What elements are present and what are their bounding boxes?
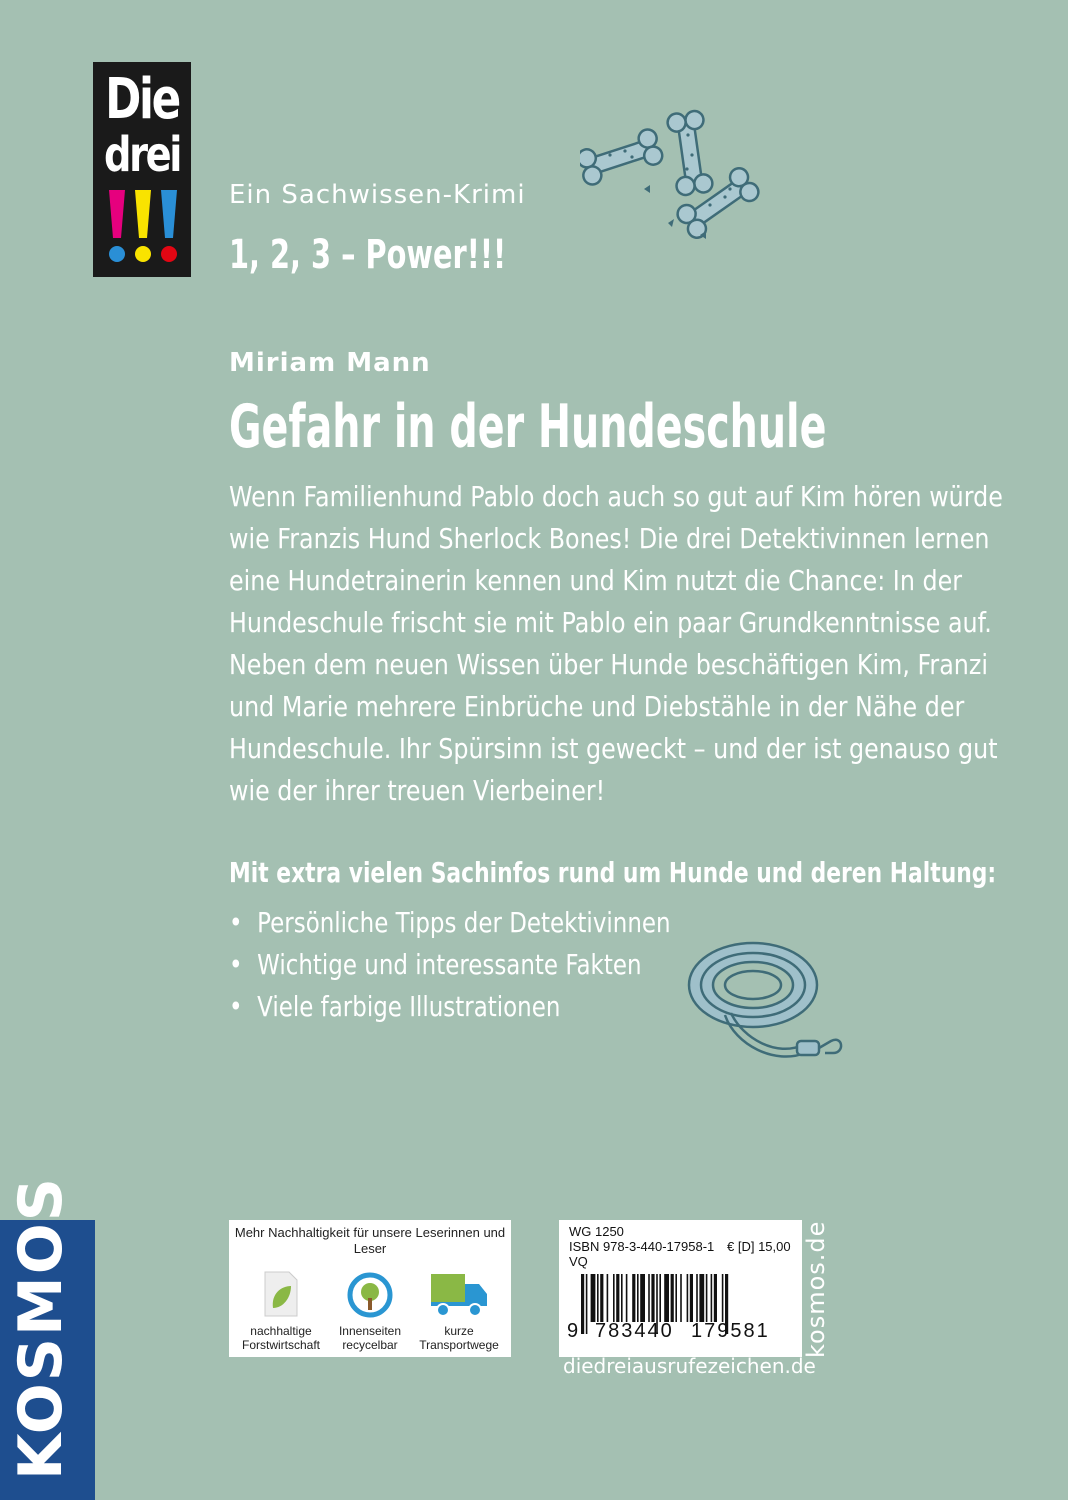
barcode-bar — [613, 1274, 615, 1322]
label-line: Innenseiten — [338, 1324, 402, 1338]
publisher-logo: KOSMOS — [6, 1176, 76, 1480]
blurb-line: Hundeschule frischt sie mit Pablo ein paar Grundkenntnisse auf. — [229, 606, 992, 639]
barcode-bar — [600, 1274, 603, 1322]
price: € [D] 15,00 — [727, 1239, 791, 1254]
blurb-line: Neben dem neuen Wissen über Hunde beschäftigen Kim, Franzi — [229, 648, 988, 681]
logo-die-text: Die — [105, 67, 179, 132]
series-subtitle: 1, 2, 3 – Power!!! — [229, 232, 507, 278]
vq-code: VQ — [569, 1254, 588, 1269]
exclamation-marks-icon — [103, 190, 183, 270]
blurb-line: eine Hundetrainerin kennen und Kim nutzt die Chance: In der — [229, 564, 963, 597]
feature-item: • Persönliche Tipps der Detektivinnen — [229, 906, 671, 939]
leaf-icon — [263, 1270, 299, 1318]
barcode-bar — [632, 1274, 635, 1322]
die-drei-logo — [93, 62, 191, 277]
barcode-bar — [664, 1274, 669, 1322]
feature-item-text: Viele farbige Illustrationen — [257, 990, 561, 1023]
logo-drei-text: drei — [103, 127, 181, 183]
barcode-bar — [637, 1274, 639, 1322]
feature-item: • Viele farbige Illustrationen — [229, 990, 561, 1023]
recycle-tree-icon — [345, 1272, 395, 1318]
barcode-bar — [714, 1274, 717, 1322]
barcode-bar — [706, 1274, 708, 1322]
extra-info-heading: Mit extra vielen Sachinfos rund um Hunde und deren Haltung: — [229, 856, 997, 889]
blurb-text — [229, 476, 1003, 812]
barcode-bar — [671, 1274, 674, 1322]
dog-bones-illustration — [580, 105, 760, 245]
label-line: nachhaltige — [250, 1324, 312, 1338]
dog-leash-illustration — [685, 935, 850, 1080]
feature-item-text: Persönliche Tipps der Detektivinnen — [257, 906, 671, 939]
blurb-line: wie der ihrer treuen Vierbeiner! — [229, 774, 606, 807]
barcode-bar — [680, 1274, 682, 1322]
truck-icon — [429, 1272, 489, 1318]
barcode-bar — [648, 1274, 650, 1322]
blurb-line: Wenn Familienhund Pablo doch auch so gut auf Kim hören würde — [229, 480, 1003, 513]
blurb-line: wie Franzis Hund Sherlock Bones! Die drei Detektivinnen lernen — [229, 522, 990, 555]
kosmos-website[interactable]: kosmos.de — [802, 1220, 830, 1358]
barcode-bar — [591, 1274, 596, 1322]
barcode-bar — [616, 1274, 619, 1322]
sustainability-title: Mehr Nachhaltigkeit für unsere Leserinnen und Leser — [234, 1225, 506, 1256]
series-website[interactable]: diedreiausrufezeichen.de — [563, 1354, 816, 1378]
barcode-bar — [640, 1274, 645, 1322]
barcode-digits-left: 783440 — [595, 1320, 674, 1342]
sustainability-label — [321, 1324, 419, 1352]
barcode-bar — [711, 1274, 713, 1322]
blurb-line: und Marie mehrere Einbrüche und Diebstähle in der Nähe der — [229, 690, 965, 723]
author-name: Miriam Mann — [229, 348, 431, 378]
barcode-bar — [722, 1274, 724, 1322]
label-line: kurze — [444, 1324, 474, 1338]
barcode-bar — [699, 1274, 704, 1322]
sustainability-box — [229, 1220, 511, 1357]
barcode-bar — [581, 1274, 584, 1334]
barcode-bar — [696, 1274, 698, 1322]
sustainability-label — [409, 1324, 509, 1352]
barcode-digit-first: 9 — [567, 1320, 579, 1342]
label-line: recycelbar — [342, 1338, 398, 1352]
barcode-bar — [621, 1274, 623, 1322]
barcode-bar — [586, 1274, 588, 1334]
barcode-digits-right: 179581 — [691, 1320, 770, 1342]
book-title: Gefahr in der Hundeschule — [229, 392, 827, 462]
isbn-box — [559, 1220, 802, 1357]
label-line: Transportwege — [419, 1338, 499, 1352]
series-label: Ein Sachwissen-Krimi — [229, 180, 526, 210]
feature-item-text: Wichtige und interessante Fakten — [257, 948, 642, 981]
barcode-bar — [597, 1274, 599, 1322]
barcode-bar — [675, 1274, 677, 1322]
barcode-bar — [651, 1274, 654, 1322]
blurb-line: Hundeschule. Ihr Spürsinn ist geweckt – und der ist genauso gut — [229, 732, 998, 765]
feature-item: • Wichtige und interessante Fakten — [229, 948, 642, 981]
wg-code: WG 1250 — [569, 1224, 624, 1239]
label-line: Forstwirtschaft — [241, 1338, 320, 1352]
barcode-bar — [607, 1274, 609, 1322]
sustainability-label — [231, 1324, 331, 1352]
barcode-bar — [687, 1274, 689, 1322]
isbn-number: ISBN 978-3-440-17958-1 — [569, 1239, 715, 1254]
barcode-bar — [659, 1274, 661, 1322]
barcode-bar — [690, 1274, 693, 1322]
barcode-bar — [626, 1274, 628, 1322]
